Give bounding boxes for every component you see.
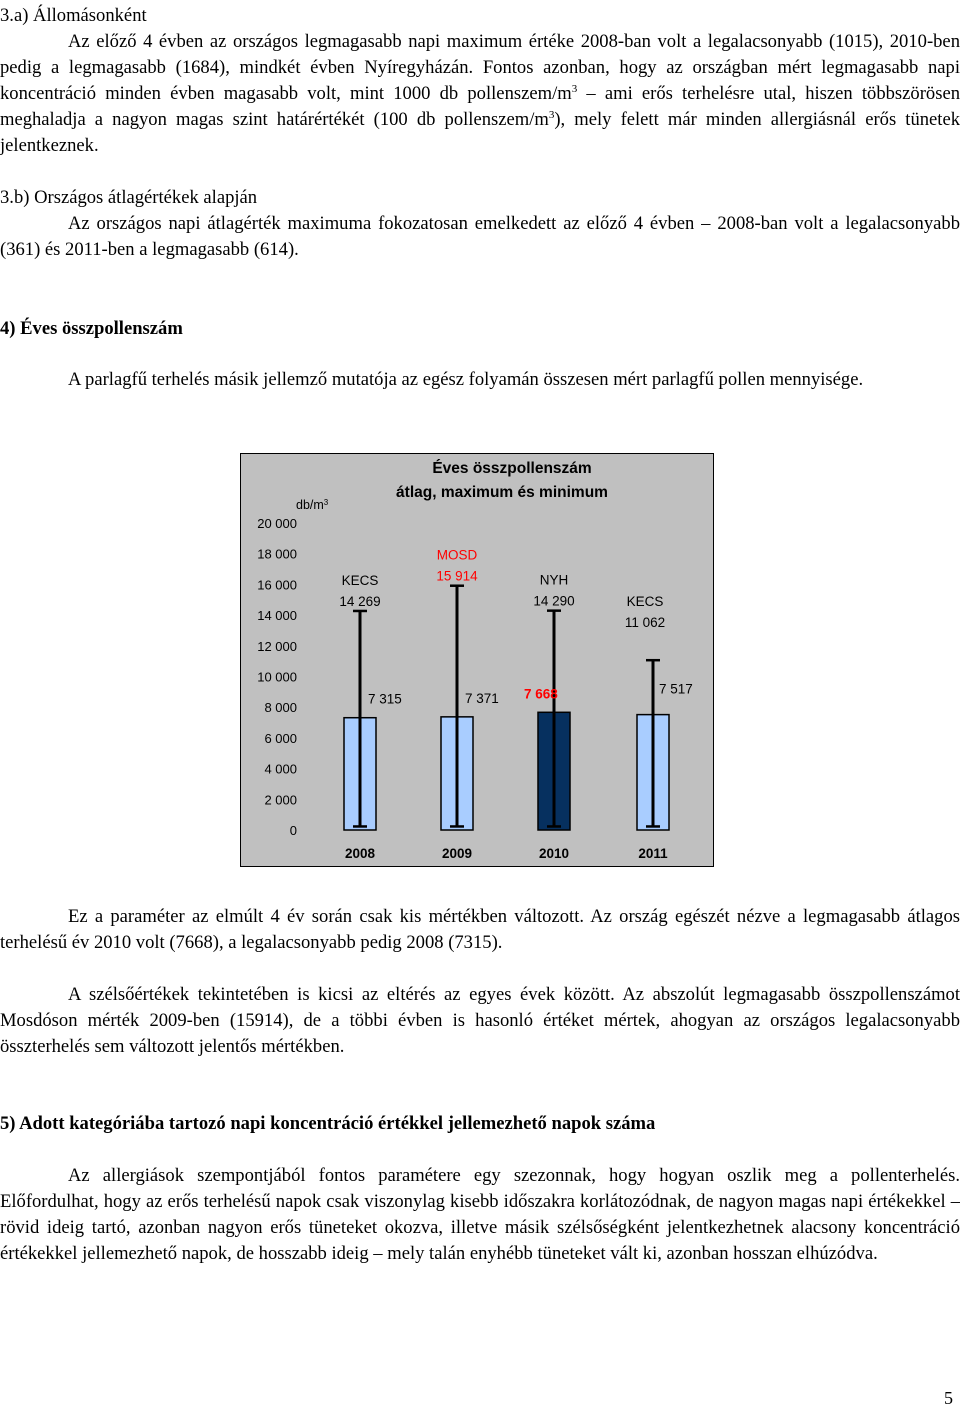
y-tick-label: 10 000 (257, 669, 297, 685)
average-value-label: 7 371 (465, 690, 499, 706)
chart-subtitle: átlag, maximum és minimum (396, 484, 608, 501)
y-tick-label: 20 000 (257, 516, 297, 531)
section-4-paragraph-1: A parlagfű terhelés másik jellemző mutatója az egész folyamán összesen mért parlagfű pollen mennyisége. (68, 369, 864, 390)
x-tick-label: 2009 (441, 846, 473, 861)
y-tick-label: 4 000 (264, 761, 297, 777)
section-4-paragraph-3: A szélsőértékek tekintetében is kicsi az eltérés az egyes évek között. Az abszolút legmagasabb összpollenszámot Mosdóson mérték 2009-ben (15914), de a többi évben is hasonló értéket mértek, ahogyan az országos legalacsonyabb összterhelés sem változott jelentős mértékben. (0, 984, 960, 1057)
max-station-label: KECS (341, 572, 379, 588)
max-value-label: 14 269 (339, 593, 381, 609)
y-tick-label: 8 000 (264, 700, 297, 716)
page-number: 5 (944, 1388, 953, 1408)
y-tick-label: 16 000 (257, 577, 297, 593)
y-tick-label: 18 000 (257, 546, 297, 562)
average-value-label: 7 517 (659, 681, 693, 697)
x-tick-label: 2010 (538, 846, 570, 861)
y-tick-label: 12 000 (257, 638, 297, 654)
section-3a-text-mid: – ami erős terhelésre utal, hiszen többszörösen meghaladja a nagyon magas szint határértékét (100 db pollenszem/m (0, 83, 960, 130)
x-tick-label: 2008 (344, 846, 376, 861)
superscript-3: 3 (548, 108, 555, 121)
max-value-label: 15 914 (436, 568, 478, 584)
y-tick-label: 2 000 (264, 792, 297, 808)
section-4-paragraph-2: Ez a paraméter az elmúlt 4 év során csak kis mértékben változott. Az ország egészét nézve a legmagasabb átlagos terhelésű év 2010 volt (7668), a legalacsonyabb pedig 2008 (7315). (0, 906, 960, 953)
average-value-label: 7 315 (368, 691, 402, 707)
section-3a-text-end: ), mely felett már minden allergiásnál erős tünetek jelentkeznek. (0, 109, 960, 156)
max-station-label: KECS (626, 594, 664, 610)
max-station-label: NYH (539, 572, 569, 588)
section-5-paragraph: Az allergiások szempontjából fontos paramétere egy szezonnak, hogy hogyan oszlik meg a pollenterhelés. Előfordulhat, hogy az erős terhelésű napok csak viszonylag kisebb időszakra korlátozódnak, de nagyon magas napi értékekkel – rövid ideig tartó, azonban nagyon erős tüneteket okozva, illetve másik szélsőségként jelentkezhetnek alacsony koncentráció értékekkel jellemezhető napok, de hosszabb ideig – mely talán enyhébb tüneteket vált ki, azonban hosszan elhúzódva. (0, 1165, 960, 1264)
section-3a-text-start: Az előző 4 évben az országos legmagasabb napi maximum értéke 2008-ban volt a legalacsonyabb (1015), 2010-ben pedig a legmagasabb (1684), mindkét évben Nyíregyházán. Fontos azonban, hogy az országban mért legmagasabb napi koncentráció minden évben magasabb volt, mint 1000 db pollenszem/m (0, 31, 960, 104)
max-value-label: 11 062 (624, 615, 666, 631)
superscript-3: 3 (571, 82, 578, 95)
max-station-label: MOSD (436, 547, 478, 563)
x-tick-label: 2011 (638, 846, 668, 861)
y-tick-label: 14 000 (257, 608, 297, 624)
max-value-label: 14 290 (533, 593, 575, 609)
section-3a-heading: 3.a) Állomásonként (0, 5, 147, 26)
annual-pollen-chart (240, 453, 714, 867)
chart-title: Éves összpollenszám (432, 460, 592, 477)
section-3a-paragraph (0, 29, 960, 159)
section-5-heading: 5) Adott kategóriába tartozó napi koncentráció értékkel jellemezhető napok száma (0, 1113, 656, 1134)
section-3b-heading: 3.b) Országos átlagértékek alapján (0, 187, 258, 208)
average-value-label: 7 668 (524, 686, 558, 702)
y-tick-label: 0 (289, 823, 297, 838)
y-axis-unit: $db/m^3$ (296, 498, 329, 512)
y-tick-label: 6 000 (264, 730, 297, 746)
section-4-heading: 4) Éves összpollenszám (0, 318, 183, 339)
section-3b-paragraph: Az országos napi átlagérték maximuma fokozatosan emelkedett az előző 4 évben – 2008-ban volt a legalacsonyabb (361) és 2011-ben a legmagasabb (614). (0, 213, 960, 260)
